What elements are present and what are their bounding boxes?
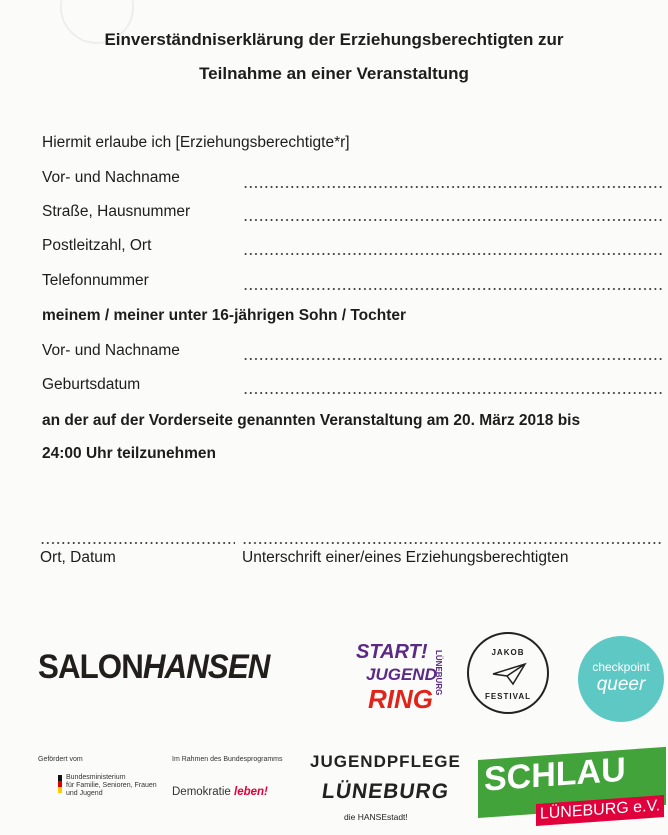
guardian-name-field[interactable] — [243, 186, 662, 188]
funded-by-label: Gefördert vom — [38, 756, 83, 763]
form-title-line-1: Einverständniserklärung der Erziehungsberechtigten zur — [104, 30, 564, 49]
queer-text: queer — [596, 674, 646, 695]
guardian-postcode-label: Postleitzahl, Ort — [42, 237, 152, 254]
place-date-field[interactable] — [40, 542, 235, 544]
intro-text: Hiermit erlaube ich [Erziehungsberechtigte*r] — [42, 134, 350, 151]
checkpoint-queer-logo — [578, 636, 664, 722]
guardian-street-label: Straße, Hausnummer — [42, 203, 191, 220]
form-title-line-2: Teilnahme an einer Veranstaltung — [199, 64, 469, 83]
startjugendring-logo — [352, 638, 442, 714]
consent-text-line-2: 24:00 Uhr teilzunehmen — [42, 445, 216, 462]
ministry-line-2: für Familie, Senioren, Frauen — [66, 782, 157, 789]
jakob-text-top: JAKOB — [491, 648, 525, 657]
guardian-name-label: Vor- und Nachname — [42, 169, 180, 186]
sjr-text-side: LÜNEBURG — [434, 650, 443, 696]
schlau-text: SCHLAU — [484, 750, 626, 799]
child-heading: meinem / meiner unter 16-jährigen Sohn / Tochter — [42, 307, 407, 324]
child-birthdate-field[interactable] — [243, 392, 662, 394]
jakob-festival-logo — [467, 632, 549, 714]
guardian-phone-field[interactable] — [243, 288, 662, 290]
lueneburg-city-logo: LÜNEBURG — [320, 780, 451, 803]
federal-eagle-icon — [58, 775, 62, 793]
paper-plane-icon — [491, 662, 527, 686]
salonhansen-logo — [38, 648, 269, 687]
checkpoint-text: checkpoint — [592, 660, 650, 674]
sjr-text-ring: RING — [368, 684, 433, 714]
signature-label: Unterschrift einer/eines Erziehungsberechtigten — [242, 549, 569, 566]
sjr-text-start: START! — [356, 641, 428, 663]
schlau-subtitle: LÜNEBURG e.V. — [536, 795, 664, 826]
federal-programme-label: Im Rahmen des Bundesprogramms — [172, 756, 283, 763]
leben-text: leben! — [234, 786, 268, 798]
jakob-text-bottom: FESTIVAL — [484, 692, 532, 701]
salonhansen-logo-part-1: SALON — [38, 648, 143, 686]
demokratie-text: Demokratie — [172, 786, 231, 798]
consent-text-line-1: an der auf der Vorderseite genannten Veranstaltung am 20. März 2018 bis — [42, 412, 581, 429]
child-name-label: Vor- und Nachname — [42, 342, 180, 359]
demokratie-leben-logo — [172, 786, 268, 798]
child-name-field[interactable] — [243, 358, 662, 360]
guardian-street-field[interactable] — [243, 219, 662, 221]
sjr-text-jugend: JUGEND — [366, 665, 437, 684]
jugendpflege-title: JUGENDPFLEGE — [310, 752, 461, 771]
signature-field[interactable] — [242, 542, 662, 544]
ministry-line-3: und Jugend — [66, 790, 103, 797]
salonhansen-logo-part-2: HANSEN — [142, 648, 270, 686]
ministry-line-1: Bundesministerium — [66, 774, 126, 781]
guardian-postcode-field[interactable] — [243, 253, 662, 255]
child-birthdate-label: Geburtsdatum — [42, 376, 141, 393]
place-date-label: Ort, Datum — [40, 549, 116, 566]
hansestadt-slogan: die HANSEstadt! — [344, 812, 408, 822]
guardian-phone-label: Telefonnummer — [42, 272, 149, 289]
